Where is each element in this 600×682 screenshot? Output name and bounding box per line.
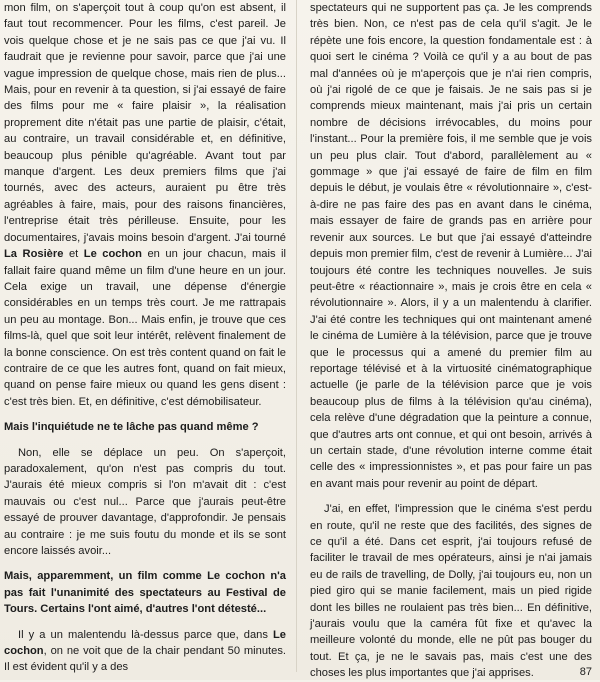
right-column (310, 0, 592, 682)
paragraph-3-tail: , on ne voit que de la chair pendant 50 minutes. Il est évident qu'il y a des (4, 645, 286, 674)
page-number: 87 (579, 666, 592, 678)
conjunction-text: et (63, 248, 84, 261)
film-title-le-cochon-2: Le cochon (4, 628, 286, 658)
interview-question-2: Mais, apparemment, un film comme Le cochon n'a pas fait l'unanimité des spectateurs au Festival de Tours. Certains l'ont aimé, d'autres l'ont détesté... (4, 570, 286, 616)
paragraph-4: spectateurs qui ne supportent pas ça. Je les comprends très bien. Non, ce n'est pas de cela qu'il s'agit. Je le répète une fois encore, la question fondamentale est : à quoi sert le cinéma ? Voilà ce qu'il y a au bout de pas mal d'années où je m'aperçois que je n'ai rien compris, où j'ai rigolé de ce que je faisais. Je ne sais pas si je comprends mieux maintenant, mais j'ai pris un certain nombre de décisions irrévocables, du moins pour l'instant... Pour la première fois, il me semble que je vois un peu plus clair. Tout d'abord, parallèlement au « gommage » que j'ai essayé de faire de film en film depuis le début, je voulais être « révolutionnaire », c'est-à-dire ne pas faire des pas en avant dans le cinéma, mais essayer de faire de grands pas en arrière pour revenir aux sources. Le but que j'ai essayé d'atteindre depuis mon premier film, c'est de revenir à Lumière... J'ai toujours été contre les techniques nouvelles. Je suis peut-être « réactionnaire », mais je crois être en cela « révolutionnaire ». Alors, il y a un malentendu à clarifier. J'ai été contre les techniques qui ont maintenant amené le cinéma de Lumière à la télévision, parce que je trouve que le processus qui a amené du premier film au reportage télévisé et à la virtuosité cinématographique actuelle (je parle de la télévision parce que je vois beaucoup plus de films à la télévision qu'au cinéma), cela relève d'une dégradation que la peinture a connue, que d'autres arts ont connue, et qui ont besoin, arrivés à un certain stade, d'une révolution interne comme était celle des « impressionnistes », et pas pour faire un pas en avant mais pour revenir au point de départ. (310, 2, 592, 490)
paragraph-5: J'ai, en effet, l'impression que le cinéma s'est perdu en route, qu'il ne reste que des facilités, des signes de ce qu'il a été. Dans cet esprit, j'ai toujours refusé de faciliter le travail de mes opérateurs, ainsi je n'ai jamais eu de rails de travelling, de Dolly, j'ai toujours eu, non un pied giro qui se manie facilement, mais un pied rigide dont les billes ne roulaient pas très bien... En définitive, j'aurais voulu que la caméra fût fixe et qu'avec la meilleure volonté du monde, elle ne pût pas bouger du tout. Et ça, je ne le savais pas, mais c'est une des choses les plus importantes que j'ai apprises. (310, 503, 592, 680)
column-divider (296, 0, 297, 672)
paragraph-1-continued: chacun, mais il fallait faire quand même un film d'une heure en un jour. Cela exige un travail, une dépense d'énergie considérables en un temps très court. Je me rattrapais un peu au montage. Bon... Mais enfin, je trouve que ces films-là, quel que soit leur intérêt, relèvent finalement de la bonne conscience. On est très content quand on fait le contraire de ce que les autres font, quand on fait mieux, quand on pense faire mieux ou quand les gens disent : c'est très bien. Et, en définitive, c'est démobilisateur. (4, 248, 286, 408)
paragraph-2: Non, elle se déplace un peu. On s'aperçoit, paradoxalement, qu'on n'est pas compris du tout. J'aurais été mieux compris si l'on m'avait dit : c'est mauvais ou c'est nul... Parce que j'aurais peut-être essayé de prouver davantage, d'approfondir. Je pensais au contraire : je me suis foutu du monde et ils se sont encore laissés avoir... (4, 446, 286, 557)
interview-question-1: Mais l'inquiétude ne te lâche pas quand même ? (4, 421, 259, 434)
paragraph-1-tail: en un jour (141, 248, 202, 261)
paragraph-3 (4, 627, 286, 676)
paragraph-1 (4, 0, 286, 410)
paragraph-3-text: Il y a un malentendu là-dessus parce que, dans (18, 628, 273, 641)
film-title-le-cochon: Le cochon (83, 248, 142, 261)
left-column (4, 0, 286, 676)
paragraph-1-text: mon film, on s'aperçoit tout à coup qu'on est absent, il faut tout recommencer. Pour les films, c'est pareil. Je vois quelque chose et je ne sais pas ce que j'ai vu. Il faudrait que je revienne pour savoir, parce que j'ai une vague impression de quelque chose, mais rien de plus... Mais, pour en revenir à ta question, si j'ai essayé de faire des films pour me « faire plaisir », la réalisation proprement dite n'était pas une partie de plaisir, c'était, au contraire, un travail considérable et, en définitive, beaucoup plus pénible qu'agréable. Avant tout par manque d'argent. Les deux premiers films que j'ai tournés, avec des acteurs, auraient pu être très agréables à faire, mais, pour des raisons financières, l'entreprise était très périlleuse. Ensuite, pour les documentaires, j'avais moins besoin d'argent. J'ai tourné (4, 2, 286, 244)
film-title-la-rosiere: La Rosière (4, 248, 64, 261)
